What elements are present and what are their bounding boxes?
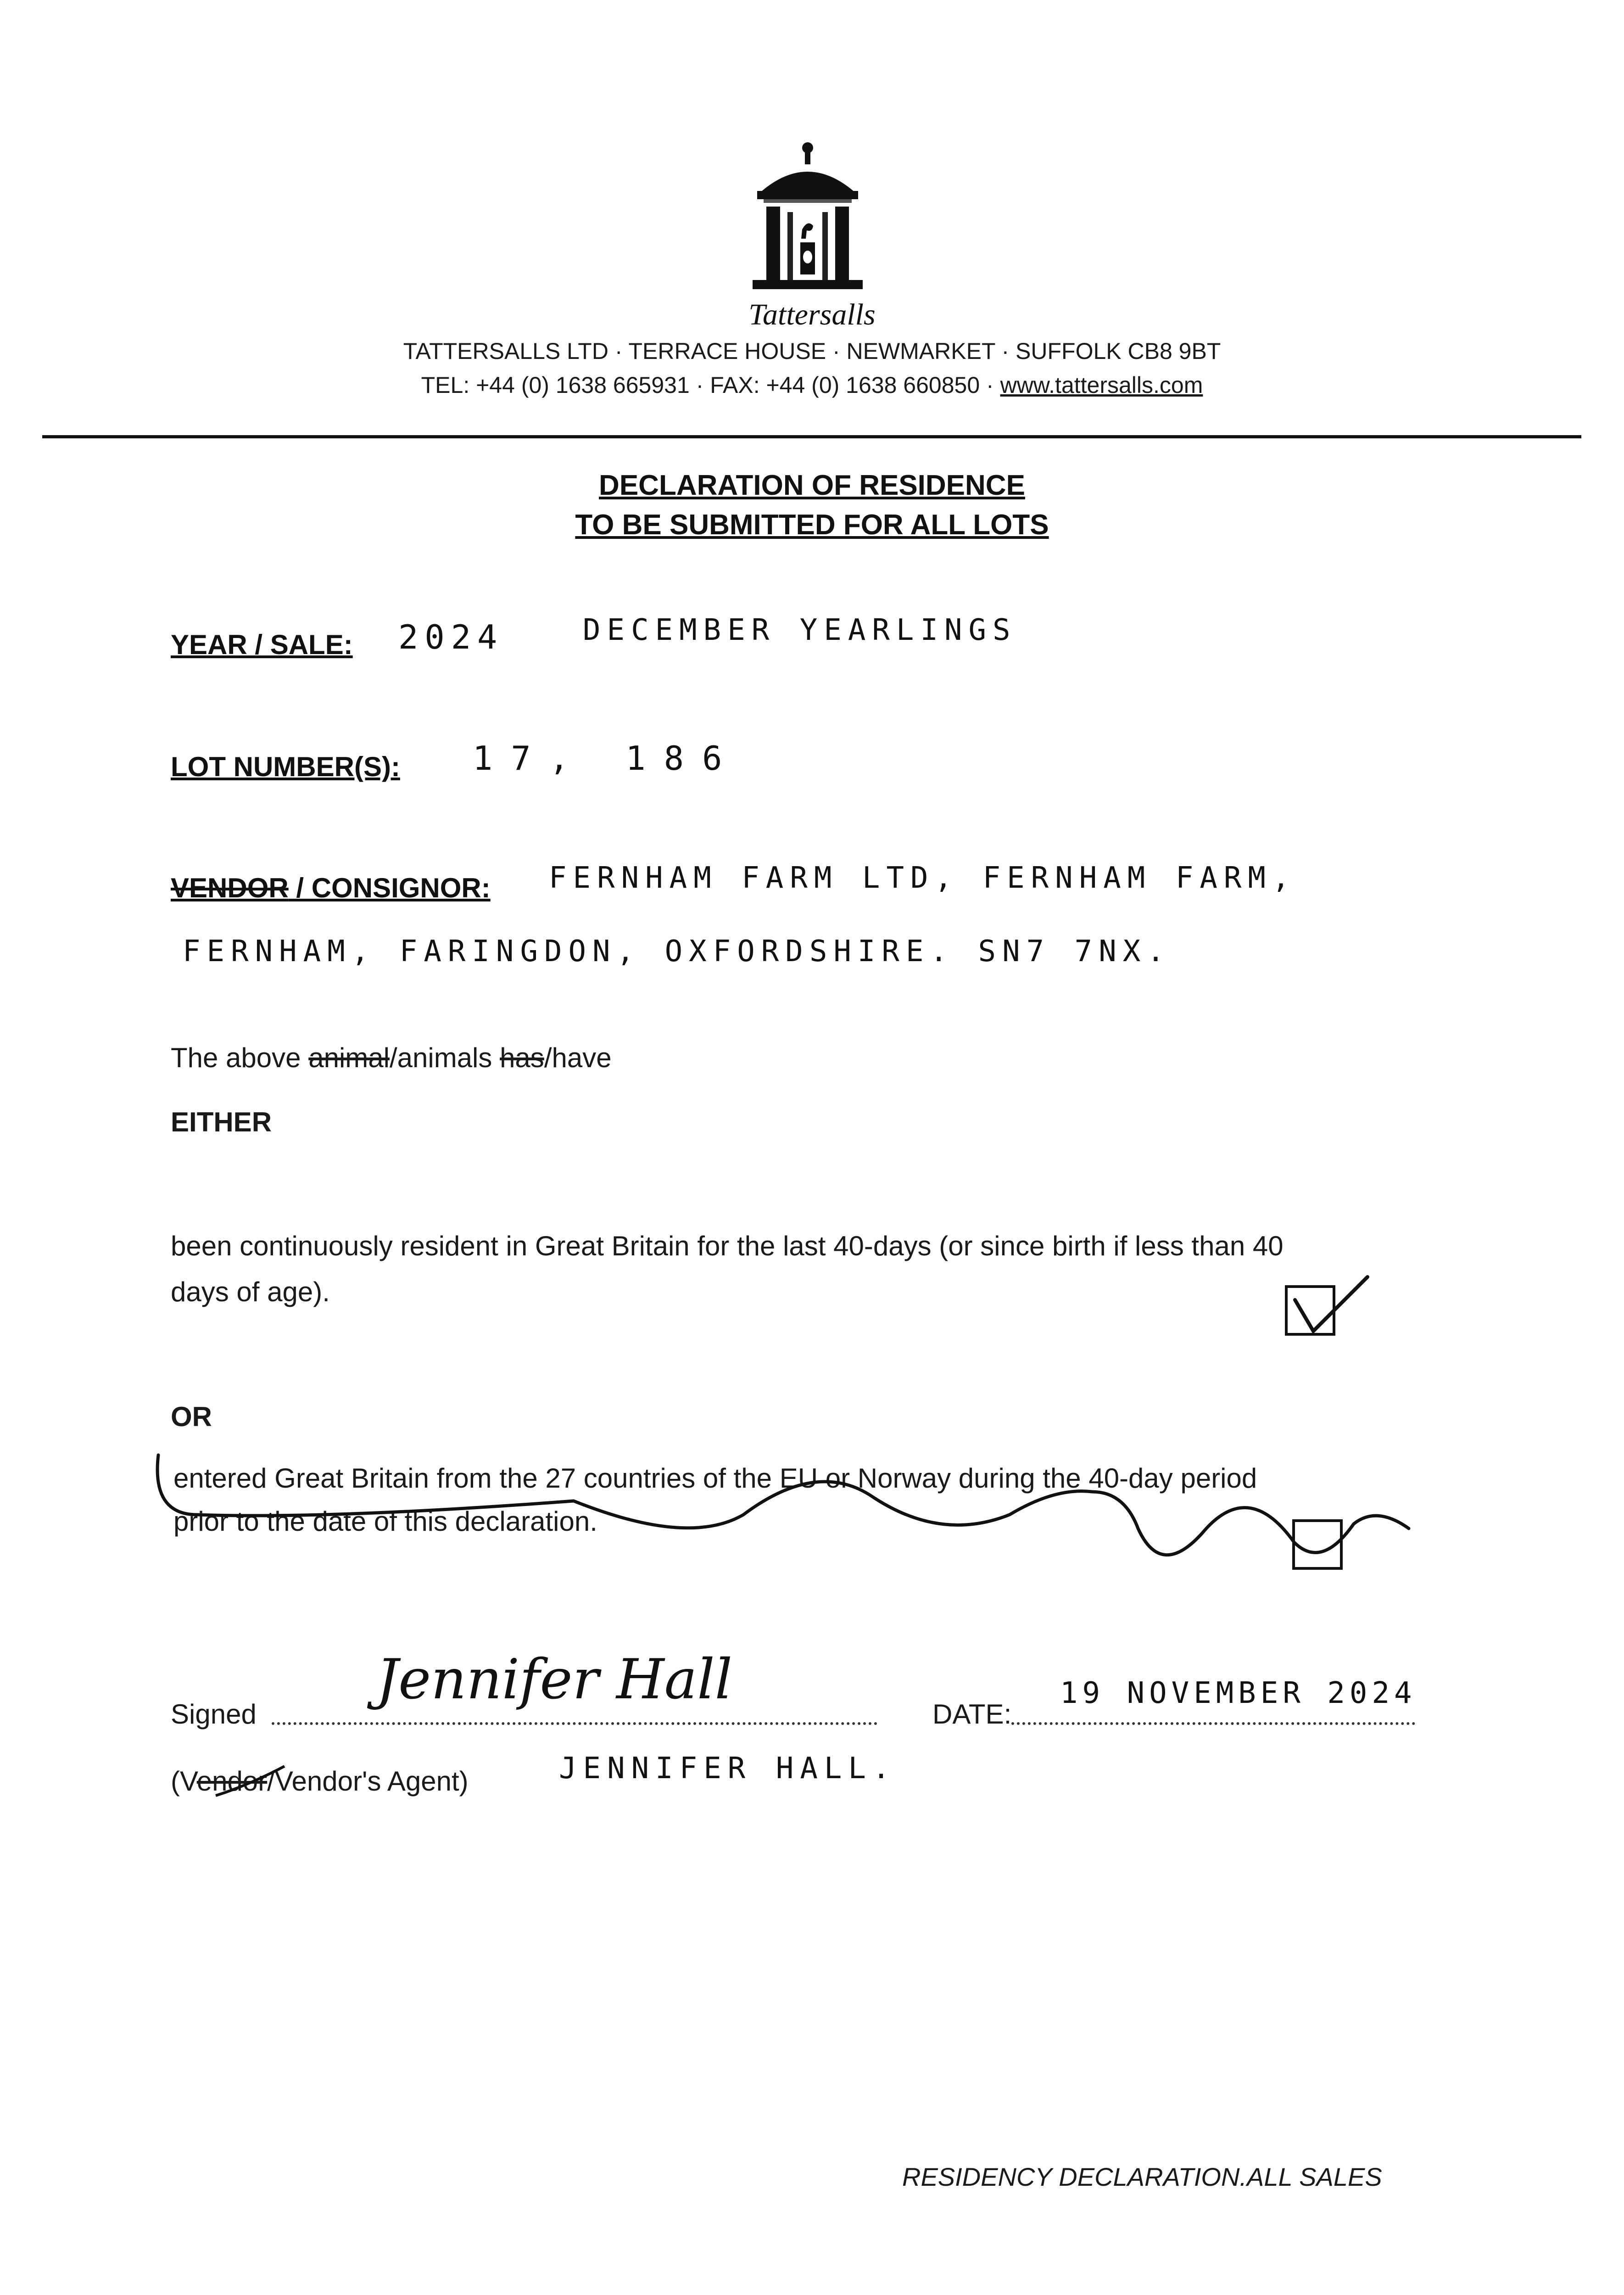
- vendor-struck-label: VENDOR: [171, 873, 289, 903]
- header-divider: [42, 435, 1581, 438]
- brand-name: Tattersalls: [748, 298, 876, 331]
- or-label: OR: [171, 1401, 212, 1432]
- vendor-agent-label: [171, 1765, 469, 1797]
- signature-image: Jennifer Hall: [376, 1648, 732, 1712]
- signed-label: Signed: [171, 1699, 257, 1730]
- vendor-struck: endor: [196, 1766, 268, 1797]
- consignor-label-text: / CONSIGNOR:: [288, 873, 491, 903]
- year-value: 2024: [398, 618, 504, 656]
- tattersalls-logo-icon: [743, 138, 872, 294]
- agent-rest: /Vendor's Agent): [267, 1766, 469, 1797]
- year-sale-label: YEAR / SALE:: [171, 629, 353, 660]
- animal-struck: animal: [308, 1042, 390, 1073]
- company-address: TATTERSALLS LTD · TERRACE HOUSE · NEWMARKET · SUFFOLK CB8 9BT: [403, 338, 1221, 364]
- footer-text: RESIDENCY DECLARATION.ALL SALES: [902, 2162, 1382, 2191]
- either-checkbox[interactable]: [1285, 1285, 1335, 1336]
- signature-line: [272, 1722, 877, 1725]
- agent-open: (V: [171, 1766, 197, 1797]
- contact-details: TEL: +44 (0) 1638 665931 · FAX: +44 (0) 1638 660850 ·: [421, 372, 1000, 398]
- date-label: DATE:: [932, 1699, 1012, 1730]
- or-line-2: prior to the date of this declaration.: [173, 1506, 597, 1537]
- company-contact: [0, 372, 1624, 398]
- title-line-1: DECLARATION OF RESIDENCE: [599, 470, 1025, 501]
- statement-prefix: The above: [171, 1042, 309, 1073]
- statement-text: [171, 1042, 612, 1074]
- date-value: 19 NOVEMBER 2024: [1060, 1676, 1417, 1710]
- date-line: [1011, 1722, 1415, 1725]
- statement-middle: /animals: [389, 1042, 500, 1073]
- lot-numbers-label: LOT NUMBER(S):: [171, 751, 400, 782]
- consignor-line-1: FERNHAM FARM LTD, FERNHAM FARM,: [549, 861, 1296, 895]
- lot-numbers-value: 17, 186: [473, 739, 741, 778]
- statement-suffix: /have: [544, 1042, 612, 1073]
- printed-name: JENNIFER HALL.: [559, 1752, 897, 1786]
- either-line-2: days of age).: [171, 1276, 330, 1307]
- title-line-2: TO BE SUBMITTED FOR ALL LOTS: [575, 509, 1049, 541]
- or-line-1: entered Great Britain from the 27 countries of the EU or Norway during the 40-day period: [173, 1463, 1257, 1494]
- either-label: EITHER: [171, 1107, 272, 1137]
- has-struck: has: [500, 1042, 544, 1073]
- or-checkbox[interactable]: [1292, 1519, 1343, 1570]
- consignor-line-2: FERNHAM, FARINGDON, OXFORDSHIRE. SN7 7NX.: [183, 935, 1171, 968]
- consignor-label: [171, 872, 491, 904]
- website-link[interactable]: www.tattersalls.com: [1000, 372, 1203, 398]
- sale-value: DECEMBER YEARLINGS: [583, 613, 1017, 647]
- either-line-1: been continuously resident in Great Britain for the last 40-days (or since birth if less than 40: [171, 1231, 1284, 1261]
